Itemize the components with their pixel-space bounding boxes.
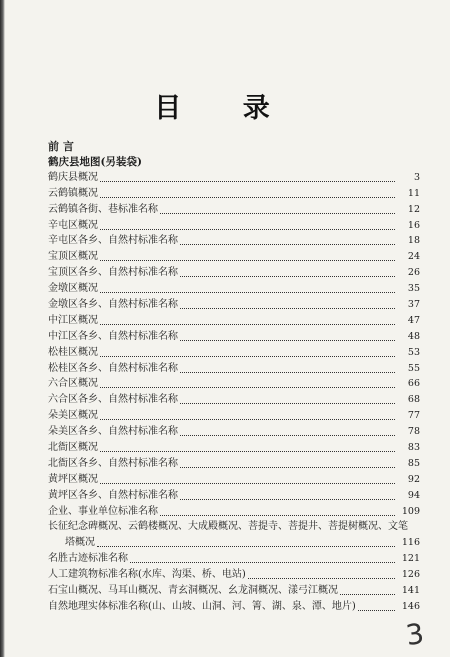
toc-entry-label: 云鹤镇概况 bbox=[48, 187, 98, 199]
toc-entry-label: 松桂区各乡、自然村标准名称 bbox=[48, 362, 178, 374]
toc-entry[interactable] bbox=[48, 438, 420, 454]
dot-leader bbox=[97, 546, 395, 547]
toc-entry[interactable] bbox=[48, 311, 420, 327]
dot-leader bbox=[100, 181, 395, 182]
toc-entry-page: 26 bbox=[407, 267, 420, 279]
toc-entry[interactable] bbox=[48, 375, 420, 391]
table-of-contents bbox=[48, 168, 420, 613]
toc-entry-long-first-line[interactable] bbox=[48, 518, 420, 534]
toc-entry-page: 141 bbox=[401, 585, 420, 597]
toc-entry[interactable] bbox=[48, 549, 420, 565]
toc-entry-page: 11 bbox=[407, 187, 420, 199]
dot-leader bbox=[160, 515, 395, 516]
dot-leader bbox=[180, 403, 395, 404]
toc-entry-page: 24 bbox=[407, 251, 420, 263]
toc-entry-long-continuation[interactable] bbox=[48, 533, 420, 549]
toc-entry[interactable] bbox=[48, 216, 420, 232]
toc-entry-label: 六合区概况 bbox=[48, 378, 98, 390]
toc-entry-page: 85 bbox=[407, 457, 420, 469]
toc-entry-page: 121 bbox=[401, 553, 420, 565]
toc-entry[interactable] bbox=[48, 263, 420, 279]
toc-entry-label: 黄坪区概况 bbox=[48, 473, 98, 485]
toc-entry[interactable] bbox=[48, 470, 420, 486]
toc-entry-label: 石宝山概况、马耳山概况、青玄洞概况、幺龙洞概况、漾弓江概况 bbox=[48, 585, 338, 597]
toc-entry[interactable] bbox=[48, 327, 420, 343]
dot-leader bbox=[180, 372, 395, 373]
toc-entry-page: 12 bbox=[407, 203, 420, 215]
toc-entry-label: 中江区概况 bbox=[48, 314, 98, 326]
toc-entry[interactable] bbox=[48, 359, 420, 375]
toc-entry[interactable] bbox=[48, 343, 420, 359]
dot-leader bbox=[100, 197, 395, 198]
toc-entry[interactable] bbox=[48, 295, 420, 311]
toc-entry[interactable] bbox=[48, 581, 420, 597]
toc-entry[interactable] bbox=[48, 597, 420, 613]
dot-leader bbox=[358, 610, 395, 611]
toc-entry-label: 六合区各乡、自然村标准名称 bbox=[48, 394, 178, 406]
toc-entry-label: 辛屯区各乡、自然村标准名称 bbox=[48, 235, 178, 247]
dot-leader bbox=[180, 499, 395, 500]
toc-entry[interactable] bbox=[48, 200, 420, 216]
dot-leader bbox=[100, 387, 395, 388]
dot-leader bbox=[100, 324, 395, 325]
toc-entry-page: 66 bbox=[407, 378, 420, 390]
toc-entry-page: 83 bbox=[407, 442, 420, 454]
toc-entry-label: 宝顶区概况 bbox=[48, 251, 98, 263]
toc-entry[interactable] bbox=[48, 390, 420, 406]
toc-entry-label: 北衙区概况 bbox=[48, 442, 98, 454]
toc-entry[interactable] bbox=[48, 454, 420, 470]
handwritten-page-number: 3 bbox=[403, 616, 427, 653]
dot-leader bbox=[180, 340, 395, 341]
toc-entry-label: 鹤庆县概况 bbox=[48, 171, 98, 183]
toc-entry-page: 68 bbox=[407, 394, 420, 406]
toc-entry-label: 宝顶区各乡、自然村标准名称 bbox=[48, 267, 178, 279]
toc-entry[interactable] bbox=[48, 565, 420, 581]
dot-leader bbox=[130, 562, 395, 563]
toc-entry-label: 金墩区概况 bbox=[48, 283, 98, 295]
dot-leader bbox=[100, 451, 395, 452]
toc-entry-label: 北衙区各乡、自然村标准名称 bbox=[48, 457, 178, 469]
toc-entry[interactable] bbox=[48, 232, 420, 248]
page-title: 目 录 bbox=[154, 93, 296, 124]
toc-entry[interactable] bbox=[48, 279, 420, 295]
dot-leader bbox=[340, 594, 395, 595]
toc-entry-page: 35 bbox=[407, 283, 420, 295]
map-note: 鹤庆县地图(另装袋) bbox=[48, 156, 142, 168]
toc-entry[interactable] bbox=[48, 502, 420, 518]
dot-leader bbox=[180, 308, 395, 309]
toc-entry[interactable] bbox=[48, 184, 420, 200]
toc-entry-page: 47 bbox=[407, 314, 420, 326]
toc-entry[interactable] bbox=[48, 247, 420, 263]
dot-leader bbox=[100, 356, 395, 357]
toc-entry-label: 长征纪念碑概况、云鹤楼概况、大成殿概况、菩提寺、菩提井、菩提树概况、文笔 bbox=[48, 521, 408, 533]
toc-entry[interactable] bbox=[48, 406, 420, 422]
dot-leader bbox=[100, 292, 395, 293]
toc-entry-page: 18 bbox=[407, 235, 420, 247]
toc-entry-page: 146 bbox=[401, 600, 420, 612]
dot-leader bbox=[100, 260, 395, 261]
toc-entry-page: 109 bbox=[401, 505, 420, 517]
toc-entry-page: 126 bbox=[401, 569, 420, 581]
toc-entry-page: 78 bbox=[407, 426, 420, 438]
toc-entry-label: 人工建筑物标准名称(水库、沟渠、桥、电站) bbox=[48, 569, 246, 581]
toc-entry-label: 黄坪区各乡、自然村标准名称 bbox=[48, 489, 178, 501]
toc-entry-label: 辛屯区概况 bbox=[48, 219, 98, 231]
toc-entry-label: 名胜古迹标准名称 bbox=[48, 553, 128, 565]
toc-entry-label: 朵美区概况 bbox=[48, 410, 98, 422]
toc-entry-label: 企业、事业单位标准名称 bbox=[48, 505, 158, 517]
dot-leader bbox=[180, 244, 395, 245]
dot-leader bbox=[180, 467, 395, 468]
toc-entry-label: 云鹤镇各街、巷标准名称 bbox=[48, 203, 158, 215]
toc-entry[interactable] bbox=[48, 486, 420, 502]
toc-entry-label: 中江区各乡、自然村标准名称 bbox=[48, 330, 178, 342]
dot-leader bbox=[100, 483, 395, 484]
dot-leader bbox=[160, 213, 395, 214]
dot-leader bbox=[180, 435, 395, 436]
toc-entry-page: 92 bbox=[407, 473, 420, 485]
toc-entry-label: 塔概况 bbox=[65, 537, 95, 549]
toc-entry-label: 金墩区各乡、自然村标准名称 bbox=[48, 299, 178, 311]
toc-entry-page: 53 bbox=[407, 346, 420, 358]
preface-heading: 前 言 bbox=[48, 140, 74, 153]
toc-entry[interactable] bbox=[48, 168, 420, 184]
dot-leader bbox=[100, 419, 395, 420]
toc-entry-label: 松桂区概况 bbox=[48, 346, 98, 358]
toc-entry-page: 116 bbox=[401, 537, 420, 549]
toc-entry-page: 16 bbox=[407, 219, 420, 231]
toc-entry-page: 55 bbox=[407, 362, 420, 374]
toc-entry-label: 自然地理实体标准名称(山、山坡、山洞、河、箐、湖、泉、潭、地片) bbox=[48, 600, 356, 612]
toc-entry-page: 77 bbox=[407, 410, 420, 422]
toc-entry-page: 48 bbox=[407, 330, 420, 342]
dot-leader bbox=[180, 276, 395, 277]
toc-entry-label: 朵美区各乡、自然村标准名称 bbox=[48, 426, 178, 438]
toc-entry-page: 94 bbox=[407, 489, 420, 501]
toc-entry[interactable] bbox=[48, 422, 420, 438]
toc-entry-page: 37 bbox=[407, 299, 420, 311]
dot-leader bbox=[100, 229, 395, 230]
dot-leader bbox=[248, 578, 395, 579]
toc-entry-page: 3 bbox=[413, 171, 420, 183]
